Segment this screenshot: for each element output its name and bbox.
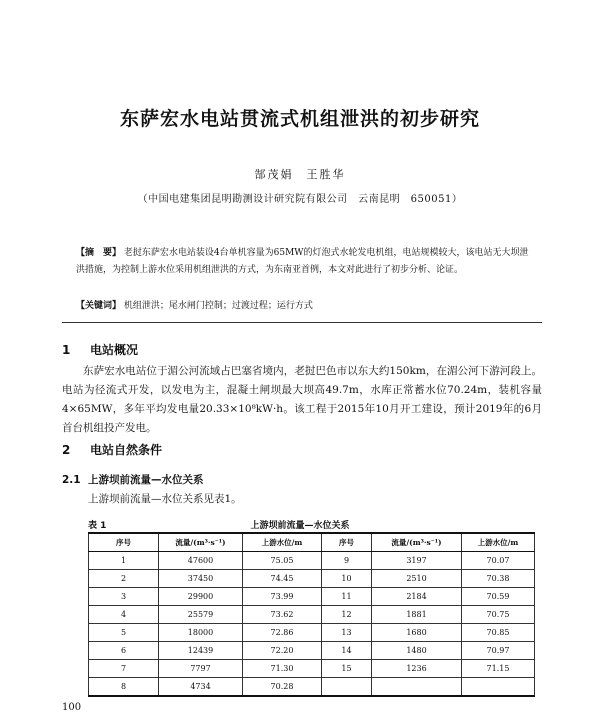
table-cell: 1881 <box>372 606 462 624</box>
table-cell: 7797 <box>159 660 243 678</box>
table-cell: 70.07 <box>462 552 535 570</box>
table-cell: 72.86 <box>243 624 322 642</box>
table-row <box>89 552 535 570</box>
table-cell: 70.85 <box>462 624 535 642</box>
table-cell: 70.97 <box>462 642 535 660</box>
section-2-heading <box>62 441 162 458</box>
section-2-1-heading <box>62 472 204 487</box>
abstract <box>76 245 531 279</box>
table-cell: 72.20 <box>243 642 322 660</box>
table-row <box>89 624 535 642</box>
table-row <box>89 642 535 660</box>
table-cell: 1236 <box>372 660 462 678</box>
article-title: 东萨宏水电站贯流式机组泄洪的初步研究 <box>119 108 480 130</box>
keywords-label: 【关键词】 <box>76 301 122 311</box>
table-cell: 9 <box>322 552 372 570</box>
section-2-title: 电站自然条件 <box>90 443 163 457</box>
table-cell <box>322 678 372 697</box>
section-2-1-title: 上游坝前流量—水位关系 <box>88 474 204 486</box>
table-cell: 6 <box>89 642 159 660</box>
keywords-text: 机组泄洪；尾水闸门控制；过渡过程；运行方式 <box>123 301 313 311</box>
table-cell: 13 <box>322 624 372 642</box>
water-level-table <box>88 532 535 697</box>
table-cell: 25579 <box>159 606 243 624</box>
table-cell: 2 <box>89 570 159 588</box>
table-cell: 71.15 <box>462 660 535 678</box>
header-cell: 上游水位/m <box>462 533 535 552</box>
table-cell: 73.62 <box>243 606 322 624</box>
section-1-number: 1 <box>62 343 71 357</box>
table-cell: 14 <box>322 642 372 660</box>
table-cell: 15 <box>322 660 372 678</box>
table-row <box>89 588 535 606</box>
table-cell: 11 <box>322 588 372 606</box>
section-2-number: 2 <box>62 443 71 457</box>
table-label: 表 1 <box>88 521 107 531</box>
table-cell: 1 <box>89 552 159 570</box>
table-cell: 4 <box>89 606 159 624</box>
table-cell: 74.45 <box>243 570 322 588</box>
table-cell: 75.05 <box>243 552 322 570</box>
table-cell <box>462 678 535 697</box>
table-intro: 上游坝前流量—水位关系见表1。 <box>88 493 242 505</box>
abstract-text: 老挝东萨宏水电站装设4台单机容量为65MW的灯泡式水轮发电机组，电站规模较大，该电站无大坝泄洪措施，为控制上游水位采用机组泄洪的方式，为东南亚首例，本文对此进行了初步分析、论证。 <box>76 248 529 275</box>
page-number: 100 <box>62 702 82 713</box>
table-cell: 12439 <box>159 642 243 660</box>
table-row <box>89 606 535 624</box>
table-cell: 3 <box>89 588 159 606</box>
header-cell: 序号 <box>89 533 159 552</box>
table-cell: 5 <box>89 624 159 642</box>
table-cell: 47600 <box>159 552 243 570</box>
table-row <box>89 570 535 588</box>
table-row <box>89 678 535 697</box>
affiliation: （中国电建集团昆明勘测设计研究院有限公司 云南昆明 650051） <box>137 194 463 205</box>
table-cell: 73.99 <box>243 588 322 606</box>
table-title: 上游坝前流量—水位关系 <box>250 521 350 531</box>
header-cell: 流量/(m³·s⁻¹) <box>372 533 462 552</box>
table-cell: 3197 <box>372 552 462 570</box>
table-cell: 2510 <box>372 570 462 588</box>
table-cell <box>372 678 462 697</box>
table-cell: 12 <box>322 606 372 624</box>
table-cell: 7 <box>89 660 159 678</box>
section-2-1-number: 2.1 <box>62 474 81 486</box>
section-1-title: 电站概况 <box>90 343 139 357</box>
abstract-label: 【摘 要】 <box>76 248 122 258</box>
table-cell: 70.28 <box>243 678 322 697</box>
table-cell: 71.30 <box>243 660 322 678</box>
table-cell: 1480 <box>372 642 462 660</box>
table-cell: 1680 <box>372 624 462 642</box>
table-cell: 70.75 <box>462 606 535 624</box>
header-cell: 上游水位/m <box>243 533 322 552</box>
table-header-row <box>89 533 535 552</box>
section-1-body: 东萨宏水电站位于湄公河流域占巴塞省境内，老挝巴色市以东大约150km，在湄公河下游河段上。电站为径流式开发，以发电为主，混凝土闸坝最大坝高49.7m，水库正常蓄水位70.24m，装机容量4×65MW，多年平均发电量20.33×10⁸kW·h。该工程于2015年10月开工建设，预计2019年的6月首台机组投产发电。 <box>62 365 542 434</box>
table-cell: 8 <box>89 678 159 697</box>
authors: 郜茂娟 王胜华 <box>254 168 346 181</box>
table-cell: 18000 <box>159 624 243 642</box>
header-cell: 序号 <box>322 533 372 552</box>
table-cell: 37450 <box>159 570 243 588</box>
table-cell: 70.59 <box>462 588 535 606</box>
keywords <box>76 298 531 311</box>
table-cell: 70.38 <box>462 570 535 588</box>
table-cell: 10 <box>322 570 372 588</box>
header-cell: 流量/(m³·s⁻¹) <box>159 533 243 552</box>
section-1-heading <box>62 341 138 358</box>
divider <box>62 322 542 323</box>
table-cell: 29900 <box>159 588 243 606</box>
table-row <box>89 660 535 678</box>
table-cell: 2184 <box>372 588 462 606</box>
table-cell: 4734 <box>159 678 243 697</box>
